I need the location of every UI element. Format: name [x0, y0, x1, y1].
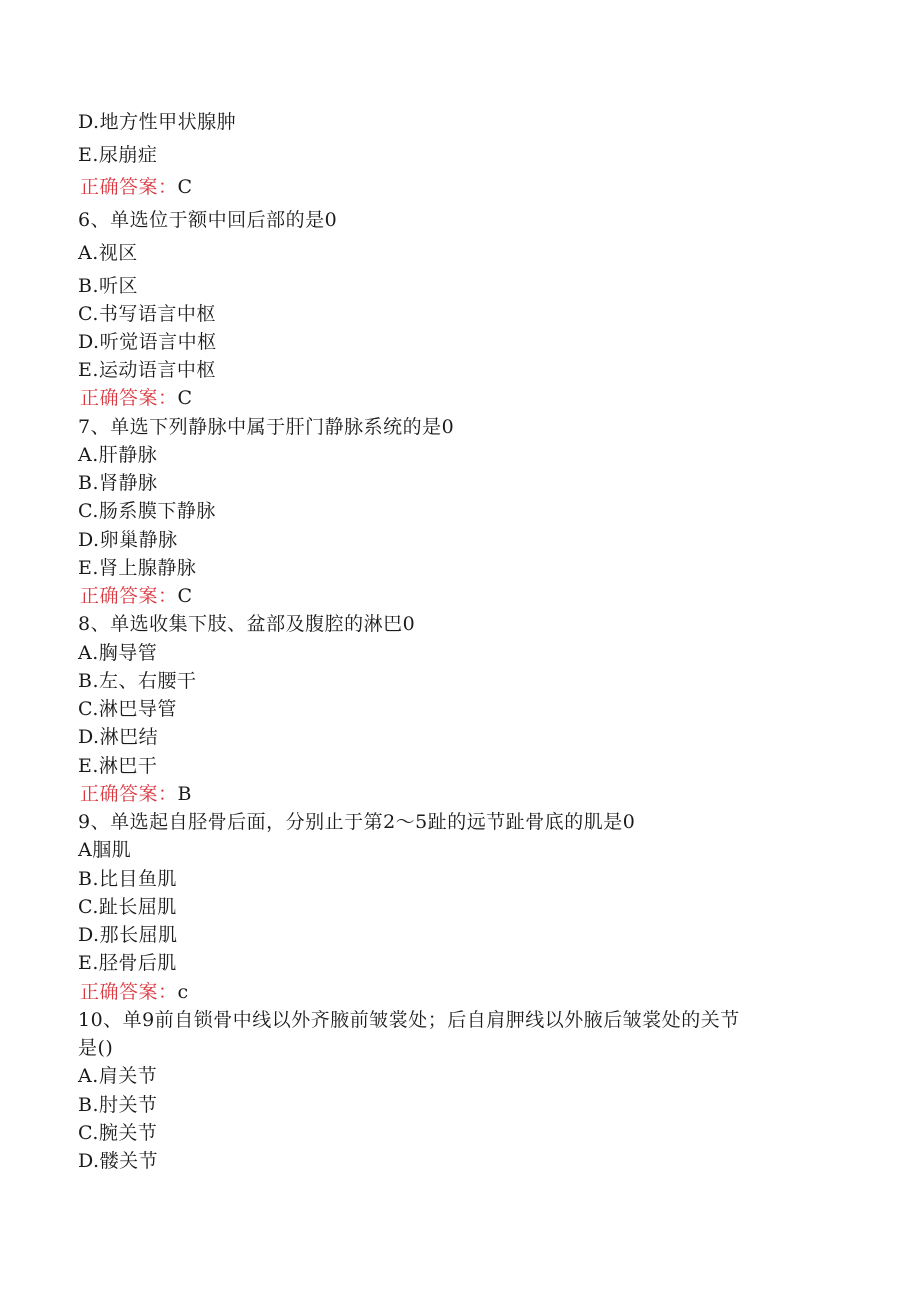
option-d: D.那长屈肌: [78, 924, 178, 946]
question-10: 10、单9前自锁骨中线以外齐腋前皱裳处；后自肩胛线以外腋后皱裳处的关节: [78, 1009, 740, 1031]
correct-answer: 正确答案：C: [80, 176, 193, 198]
option-a: A.视区: [78, 242, 138, 264]
option-b: B.肾静脉: [78, 472, 158, 494]
option-c: C.肠系膜下静脉: [78, 500, 216, 522]
question-6: 6、单选位于额中回后部的是0: [78, 209, 338, 231]
correct-answer: 正确答案：B: [80, 783, 192, 805]
correct-answer: 正确答案：C: [80, 387, 193, 409]
option-d: D.淋巴结: [78, 726, 159, 748]
option-e: E.运动语言中枢: [78, 359, 216, 381]
option-e: E.淋巴干: [78, 755, 158, 777]
correct-answer: 正确答案：c: [80, 981, 189, 1003]
option-e: E.尿崩症: [78, 144, 158, 166]
option-b: B.比目鱼肌: [78, 868, 178, 890]
option-b: B.肘关节: [78, 1094, 158, 1116]
option-a: A.肝静脉: [78, 444, 158, 466]
option-a: A.肩关节: [78, 1065, 158, 1087]
option-b: B.听区: [78, 275, 139, 297]
option-c: C.淋巴导管: [78, 698, 177, 720]
option-b: B.左、右腰干: [78, 670, 197, 692]
option-e: E.胫骨后肌: [78, 952, 177, 974]
option-e: E.肾上腺静脉: [78, 557, 197, 579]
question-8: 8、单选收集下肢、盆部及腹腔的淋巴0: [78, 613, 416, 635]
option-c: C.书写语言中枢: [78, 303, 216, 325]
question-10-continued: 是(): [78, 1037, 114, 1059]
option-d: D.卵巢静脉: [78, 529, 178, 551]
question-9: 9、单选起自胫骨后面，分别止于第2～5趾的远节趾骨底的肌是0: [78, 811, 636, 833]
option-c: C.腕关节: [78, 1122, 158, 1144]
option-a: A.胸导管: [78, 642, 158, 664]
option-d: D.地方性甲状腺肿: [78, 111, 237, 133]
question-7: 7、单选下列静脉中属于肝门静脉系统的是0: [78, 416, 455, 438]
option-d: D.听觉语言中枢: [78, 331, 217, 353]
option-a: A腘肌: [78, 839, 132, 861]
option-c: C.趾长屈肌: [78, 896, 177, 918]
correct-answer: 正确答案：C: [80, 585, 193, 607]
option-d: D.髅关节: [78, 1150, 159, 1172]
